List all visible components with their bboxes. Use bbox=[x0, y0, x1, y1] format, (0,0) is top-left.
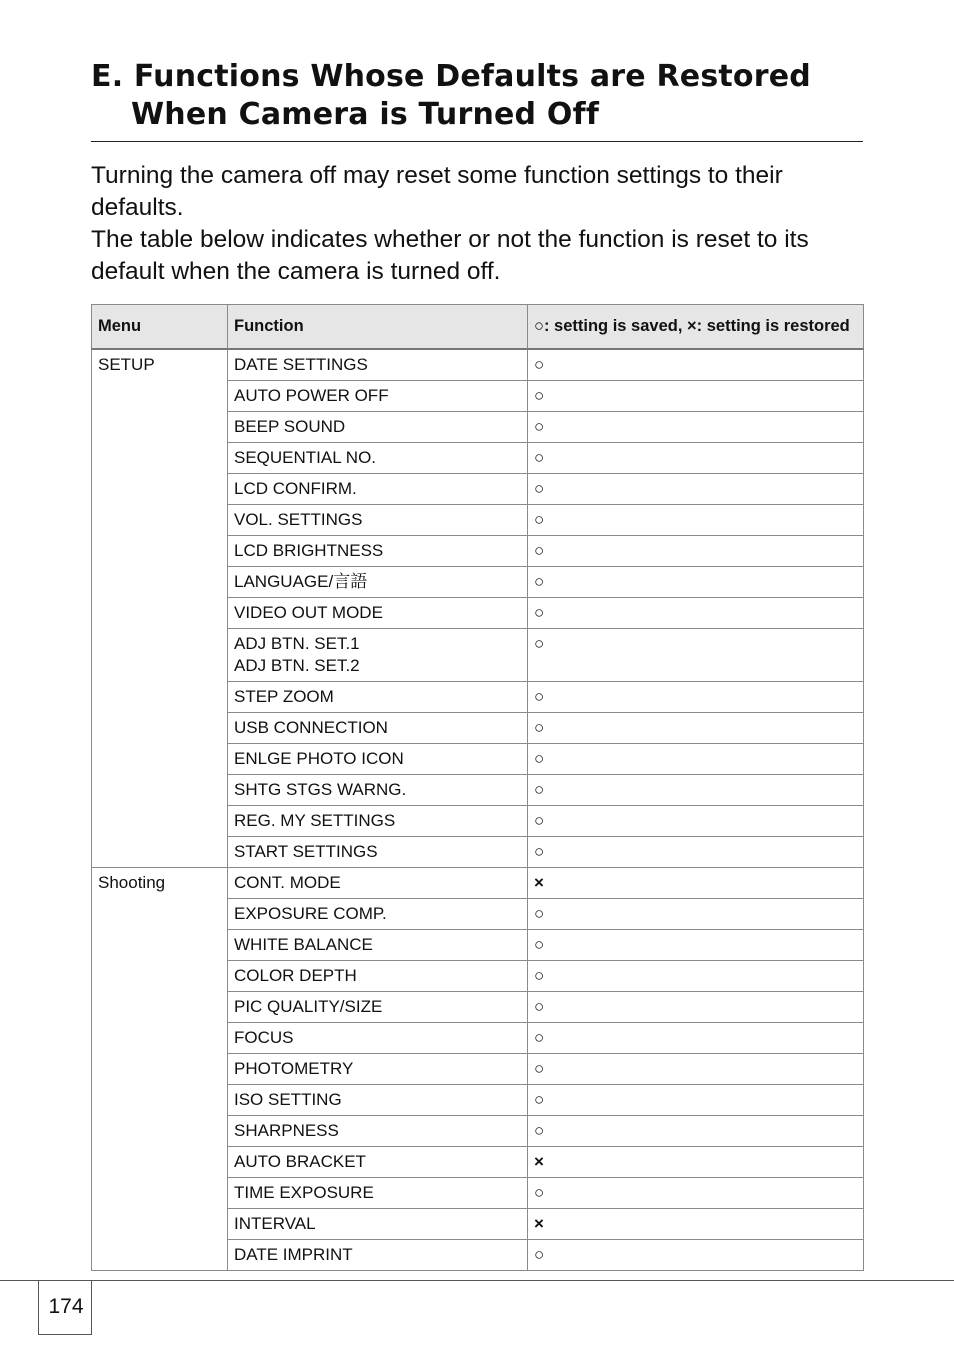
menu-cell: Shooting bbox=[92, 868, 228, 1271]
saved-circle-icon: ○ bbox=[534, 448, 545, 467]
menu-cell: SETUP bbox=[92, 349, 228, 868]
status-cell bbox=[528, 1054, 864, 1085]
function-label-secondary: ADJ BTN. SET.2 bbox=[234, 656, 360, 675]
page-title-line-1: E. Functions Whose Defaults are Restored bbox=[91, 59, 811, 94]
status-cell bbox=[528, 806, 864, 837]
table-row bbox=[92, 868, 864, 899]
saved-circle-icon: ○ bbox=[534, 966, 545, 985]
saved-circle-icon: ○ bbox=[534, 904, 545, 923]
table-header-row bbox=[92, 305, 864, 350]
saved-circle-icon: ○ bbox=[534, 634, 545, 653]
table-row bbox=[92, 349, 864, 381]
saved-circle-icon: ○ bbox=[534, 355, 545, 374]
function-cell: VOL. SETTINGS bbox=[228, 505, 528, 536]
status-cell bbox=[528, 1116, 864, 1147]
status-cell bbox=[528, 1240, 864, 1271]
function-cell: SHARPNESS bbox=[228, 1116, 528, 1147]
status-cell bbox=[528, 1178, 864, 1209]
status-cell bbox=[528, 1209, 864, 1240]
function-cell: AUTO BRACKET bbox=[228, 1147, 528, 1178]
saved-circle-icon: ○ bbox=[534, 1028, 545, 1047]
function-cell: AUTO POWER OFF bbox=[228, 381, 528, 412]
function-cell: DATE SETTINGS bbox=[228, 349, 528, 381]
saved-circle-icon: ○ bbox=[534, 1121, 545, 1140]
status-cell bbox=[528, 412, 864, 443]
function-cell: REG. MY SETTINGS bbox=[228, 806, 528, 837]
header-status-legend: ○: setting is saved, ×: setting is restored bbox=[528, 305, 864, 350]
saved-circle-icon: ○ bbox=[534, 1059, 545, 1078]
function-cell: STEP ZOOM bbox=[228, 682, 528, 713]
function-cell: LCD BRIGHTNESS bbox=[228, 536, 528, 567]
status-cell bbox=[528, 1085, 864, 1116]
status-cell bbox=[528, 682, 864, 713]
function-cell: TIME EXPOSURE bbox=[228, 1178, 528, 1209]
status-cell bbox=[528, 744, 864, 775]
status-cell bbox=[528, 567, 864, 598]
status-cell bbox=[528, 536, 864, 567]
saved-circle-icon: ○ bbox=[534, 811, 545, 830]
saved-circle-icon: ○ bbox=[534, 935, 545, 954]
saved-circle-icon: ○ bbox=[534, 842, 545, 861]
page-title bbox=[91, 58, 863, 134]
status-cell bbox=[528, 775, 864, 806]
saved-circle-icon: ○ bbox=[534, 1183, 545, 1202]
status-cell bbox=[528, 868, 864, 899]
function-cell: WHITE BALANCE bbox=[228, 930, 528, 961]
saved-circle-icon: ○ bbox=[534, 479, 545, 498]
saved-circle-icon: ○ bbox=[534, 687, 545, 706]
header-menu: Menu bbox=[92, 305, 228, 350]
status-cell bbox=[528, 1147, 864, 1178]
function-cell: ENLGE PHOTO ICON bbox=[228, 744, 528, 775]
function-cell: PIC QUALITY/SIZE bbox=[228, 992, 528, 1023]
saved-circle-icon: ○ bbox=[534, 541, 545, 560]
function-cell: SHTG STGS WARNG. bbox=[228, 775, 528, 806]
page-number: 174 bbox=[48, 1295, 84, 1318]
status-cell bbox=[528, 992, 864, 1023]
function-cell: SEQUENTIAL NO. bbox=[228, 443, 528, 474]
function-cell: DATE IMPRINT bbox=[228, 1240, 528, 1271]
function-cell: CONT. MODE bbox=[228, 868, 528, 899]
function-cell: VIDEO OUT MODE bbox=[228, 598, 528, 629]
intro-paragraph-2: The table below indicates whether or not the function is reset to its default when the camera is turned off. bbox=[91, 226, 809, 285]
status-cell bbox=[528, 349, 864, 381]
status-cell bbox=[528, 474, 864, 505]
function-cell: START SETTINGS bbox=[228, 837, 528, 868]
saved-circle-icon: ○ bbox=[534, 603, 545, 622]
restored-cross-icon: × bbox=[534, 1152, 544, 1171]
status-cell bbox=[528, 629, 864, 682]
saved-circle-icon: ○ bbox=[534, 386, 545, 405]
status-cell bbox=[528, 961, 864, 992]
function-cell: EXPOSURE COMP. bbox=[228, 899, 528, 930]
status-cell bbox=[528, 598, 864, 629]
status-cell bbox=[528, 930, 864, 961]
function-cell: COLOR DEPTH bbox=[228, 961, 528, 992]
saved-circle-icon: ○ bbox=[534, 780, 545, 799]
page-title-line-2: When Camera is Turned Off bbox=[131, 97, 600, 132]
function-label: ADJ BTN. SET.1 bbox=[234, 634, 360, 653]
saved-circle-icon: ○ bbox=[534, 510, 545, 529]
function-cell: PHOTOMETRY bbox=[228, 1054, 528, 1085]
function-cell: FOCUS bbox=[228, 1023, 528, 1054]
page-number-box bbox=[38, 1280, 92, 1335]
restored-cross-icon: × bbox=[534, 873, 544, 892]
function-cell: INTERVAL bbox=[228, 1209, 528, 1240]
intro-text bbox=[91, 160, 871, 288]
status-cell bbox=[528, 1023, 864, 1054]
table-body bbox=[92, 349, 864, 1271]
saved-circle-icon: ○ bbox=[534, 1245, 545, 1264]
intro-paragraph-1: Turning the camera off may reset some function settings to their defaults. bbox=[91, 162, 783, 221]
restored-cross-icon: × bbox=[534, 1214, 544, 1233]
status-cell bbox=[528, 713, 864, 744]
saved-circle-icon: ○ bbox=[534, 572, 545, 591]
settings-reset-table bbox=[91, 304, 864, 1271]
status-cell bbox=[528, 837, 864, 868]
function-cell: BEEP SOUND bbox=[228, 412, 528, 443]
saved-circle-icon: ○ bbox=[534, 417, 545, 436]
function-cell: LCD CONFIRM. bbox=[228, 474, 528, 505]
status-cell bbox=[528, 381, 864, 412]
status-cell bbox=[528, 899, 864, 930]
title-divider bbox=[91, 141, 863, 142]
saved-circle-icon: ○ bbox=[534, 718, 545, 737]
function-cell bbox=[228, 629, 528, 682]
footer-divider bbox=[0, 1280, 954, 1281]
function-cell: ISO SETTING bbox=[228, 1085, 528, 1116]
saved-circle-icon: ○ bbox=[534, 1090, 545, 1109]
saved-circle-icon: ○ bbox=[534, 749, 545, 768]
function-cell: USB CONNECTION bbox=[228, 713, 528, 744]
header-function: Function bbox=[228, 305, 528, 350]
function-cell: LANGUAGE/言語 bbox=[228, 567, 528, 598]
status-cell bbox=[528, 443, 864, 474]
status-cell bbox=[528, 505, 864, 536]
saved-circle-icon: ○ bbox=[534, 997, 545, 1016]
